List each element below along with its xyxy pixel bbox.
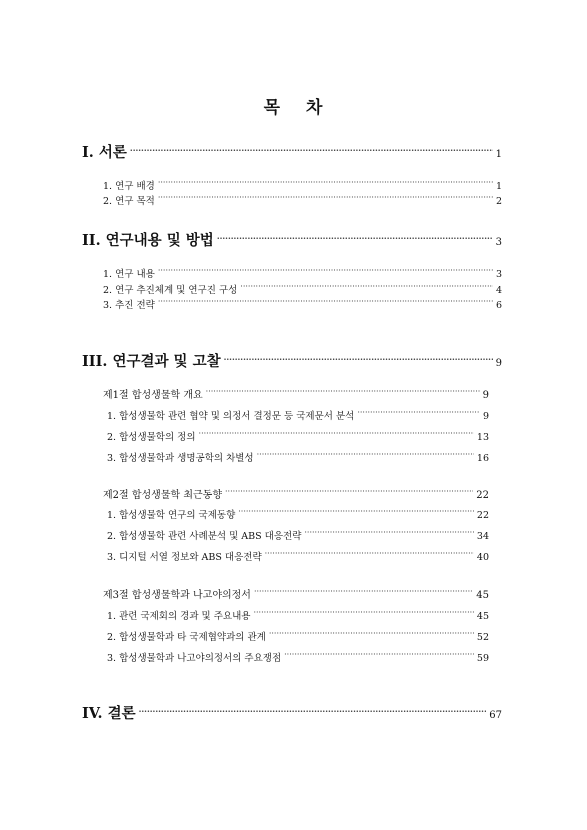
toc-chapter[interactable]: [103, 486, 489, 501]
leader-dots: [357, 409, 480, 419]
toc-item-label: 3. 합성생물학과 나고야의정서의 주요쟁점: [107, 653, 282, 664]
toc-page-number: 59: [476, 653, 489, 664]
toc-item[interactable]: [103, 282, 502, 296]
toc-item-label: 2. 연구 추진체계 및 연구진 구성: [103, 285, 238, 296]
toc-section-3[interactable]: [82, 350, 502, 371]
toc-page-number: 3: [495, 237, 502, 248]
toc-item[interactable]: [103, 297, 502, 311]
toc-page-number: 4: [495, 285, 502, 296]
toc-item-label: 2. 합성생물학 관련 사례분석 및 ABS 대응전략: [107, 531, 302, 542]
leader-dots: [130, 141, 493, 157]
toc-item-label: 1. 연구 내용: [103, 269, 155, 280]
toc-chapter[interactable]: [103, 386, 489, 401]
toc-item-label: 3. 추진 전략: [103, 300, 155, 311]
toc-item-label: 3. 디지털 서열 정보와 ABS 대응전략: [107, 552, 262, 563]
toc-page-number: 52: [476, 632, 489, 643]
toc-section-label: II. 연구내용 및 방법: [82, 232, 214, 249]
toc-item-label: 1. 합성생물학 연구의 국제동향: [107, 510, 236, 521]
toc-page-number: 9: [482, 411, 489, 422]
toc-chapter-label: 제3절 합성생물학과 나고야의정서: [103, 590, 251, 601]
leader-dots: [217, 229, 493, 245]
leader-dots: [238, 508, 474, 518]
toc-chapter-label: 제2절 합성생물학 최근동향: [103, 490, 222, 501]
toc-page-number: 40: [476, 552, 489, 563]
toc-page-number: 16: [476, 453, 489, 464]
toc-section-label: IV. 결론: [82, 705, 136, 722]
toc-item-label: 1. 관련 국제회의 경과 및 주요내용: [107, 611, 251, 622]
toc-item-label: 2. 합성생물학의 정의: [107, 432, 196, 443]
toc-item-label: 1. 합성생물학 관련 협약 및 의정서 결정문 등 국제문서 분석: [107, 411, 355, 422]
leader-dots: [158, 194, 493, 204]
leader-dots: [265, 550, 474, 560]
leader-dots: [253, 609, 473, 619]
toc-page-number: 22: [476, 510, 489, 521]
toc-page-number: 1: [495, 149, 502, 160]
toc-page-number: 3: [495, 269, 502, 280]
toc-page-number: 34: [476, 531, 489, 542]
leader-dots: [224, 350, 493, 366]
toc-item-label: 1. 연구 배경: [103, 181, 155, 192]
leader-dots: [304, 529, 474, 539]
toc-page-number: 45: [476, 590, 489, 601]
toc-item-label: 2. 연구 목적: [103, 196, 155, 207]
leader-dots: [257, 451, 474, 461]
leader-dots: [240, 283, 493, 293]
toc-page-number: 2: [495, 196, 502, 207]
leader-dots: [158, 298, 493, 308]
toc-item[interactable]: [107, 507, 489, 521]
leader-dots: [139, 702, 487, 718]
toc-page-number: 13: [476, 432, 489, 443]
toc-page-number: 67: [489, 710, 502, 721]
leader-dots: [199, 430, 474, 440]
toc-item[interactable]: [107, 528, 489, 542]
toc-item[interactable]: [107, 450, 489, 464]
leader-dots: [158, 179, 493, 189]
leader-dots: [269, 630, 474, 640]
toc-item[interactable]: [103, 266, 502, 280]
toc-item-label: 2. 합성생물학과 타 국제협약과의 관계: [107, 632, 266, 643]
toc-page-number: 9: [495, 358, 502, 369]
toc-chapter[interactable]: [103, 586, 489, 601]
page-title: 목 차: [263, 98, 324, 118]
toc-item[interactable]: [103, 193, 502, 207]
toc-item[interactable]: [107, 429, 489, 443]
toc-page-number: 1: [495, 181, 502, 192]
toc-page-number: 22: [476, 490, 489, 501]
toc-section-2[interactable]: [82, 229, 502, 250]
toc-section-1[interactable]: [82, 141, 502, 162]
toc-item[interactable]: [107, 629, 489, 643]
toc-item[interactable]: [103, 178, 502, 192]
toc-chapter-label: 제1절 합성생물학 개요: [103, 390, 203, 401]
toc-section-label: I. 서론: [82, 144, 127, 161]
leader-dots: [254, 587, 473, 598]
toc-item-label: 3. 합성생물학과 생명공학의 차별성: [107, 453, 254, 464]
toc-page-number: 6: [495, 300, 502, 311]
toc-item[interactable]: [107, 408, 489, 422]
leader-dots: [225, 487, 473, 498]
leader-dots: [158, 267, 493, 277]
leader-dots: [284, 651, 474, 661]
toc-item[interactable]: [107, 549, 489, 563]
leader-dots: [206, 387, 480, 398]
toc-item[interactable]: [107, 608, 489, 622]
toc-section-4[interactable]: [82, 702, 502, 723]
toc-page-number: 45: [476, 611, 489, 622]
toc-section-label: III. 연구결과 및 고찰: [82, 353, 221, 370]
toc-item[interactable]: [107, 650, 489, 664]
toc-page-number: 9: [482, 390, 489, 401]
